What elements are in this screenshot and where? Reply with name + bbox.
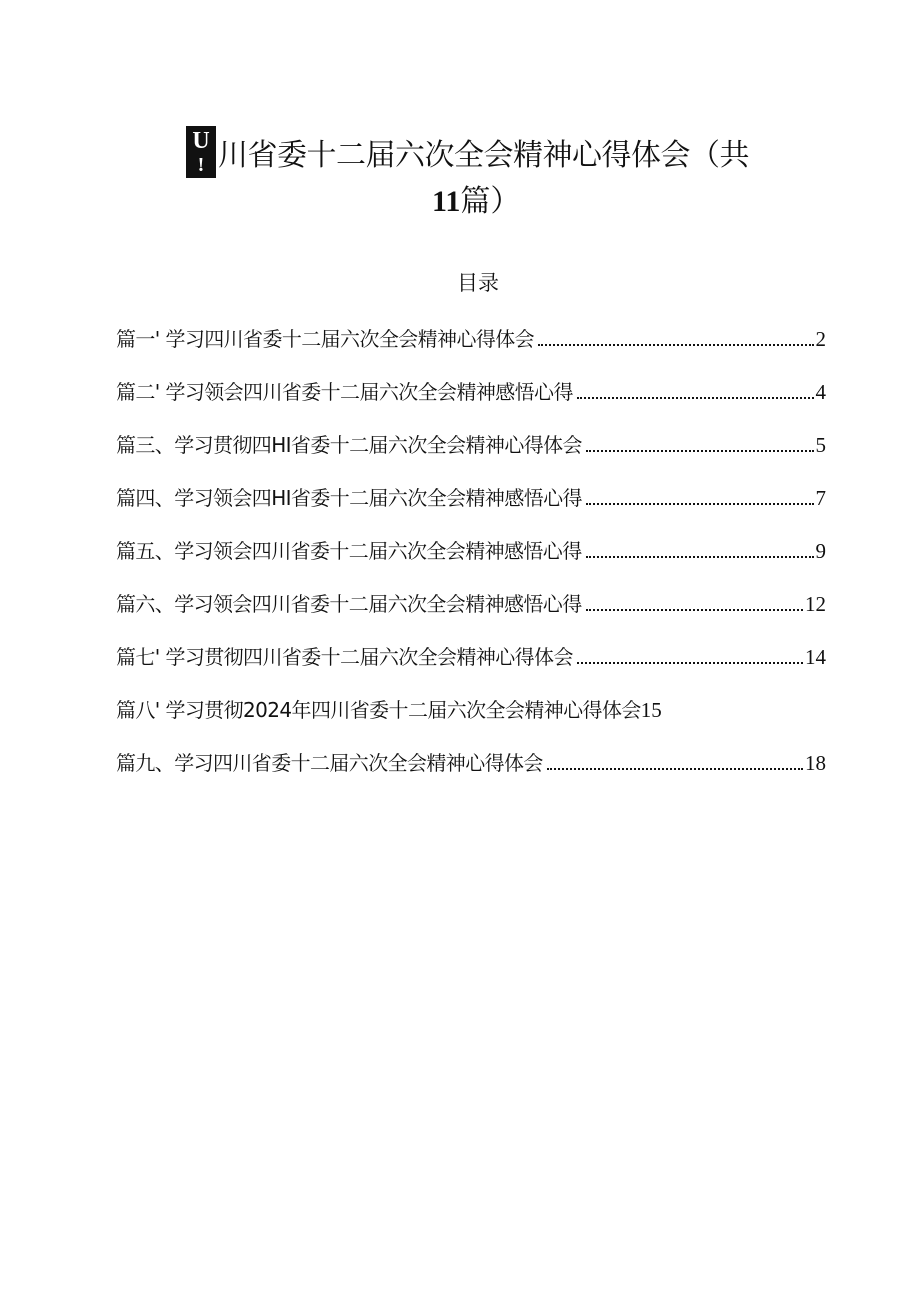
toc-page-number: 4 (815, 380, 826, 404)
title-line-2 (432, 182, 520, 222)
toc-entry[interactable] (116, 377, 826, 430)
toc-page-number: 2 (815, 327, 826, 351)
toc-entry-title: 篇四、学习领会四HI省委十二届六次全会精神感悟心得 (116, 486, 582, 510)
toc-entry-title: 篇二' 学习领会四川省委十二届六次全会精神感悟心得 (116, 380, 573, 404)
toc-leader-dots (547, 768, 803, 770)
toc-entry-title: 篇九、学习四川省委十二届六次全会精神心得体会 (116, 751, 543, 775)
title-count-suffix: 篇） (460, 184, 521, 219)
toc-page-number: 15 (640, 698, 662, 722)
toc-entry-title: 篇八' 学习贯彻2024年四川省委十二届六次全会精神心得体会 (116, 698, 641, 722)
toc-page-number: 9 (815, 539, 826, 563)
toc-leader-dots (586, 450, 814, 452)
toc-entry[interactable] (116, 748, 826, 801)
toc-leader-dots (577, 397, 814, 399)
toc-leader-dots (577, 662, 803, 664)
toc-page-number: 7 (815, 486, 826, 510)
toc-entry[interactable] (116, 695, 826, 748)
toc-entry[interactable] (116, 483, 826, 536)
toc-heading: 目录 (457, 271, 499, 295)
toc-entry-title: 篇六、学习领会四川省委十二届六次全会精神感悟心得 (116, 592, 582, 616)
toc-page-number: 5 (815, 433, 826, 457)
document-title (186, 126, 786, 226)
toc-leader-dots (538, 344, 813, 346)
toc-entry[interactable] (116, 324, 826, 377)
toc-entry[interactable] (116, 536, 826, 589)
toc-entry-title: 篇三、学习贯彻四HI省委十二届六次全会精神心得体会 (116, 433, 582, 457)
toc-entry-title: 篇一' 学习四川省委十二届六次全会精神心得体会 (116, 327, 535, 351)
title-count-number: 11 (432, 185, 461, 218)
title-black-block (186, 126, 216, 178)
toc-entry-title: 篇五、学习领会四川省委十二届六次全会精神感悟心得 (116, 539, 582, 563)
title-block-top-char: U (192, 128, 210, 154)
toc-entry-title: 篇七' 学习贯彻四川省委十二届六次全会精神心得体会 (116, 645, 573, 669)
toc-entry[interactable] (116, 589, 826, 642)
toc-entry[interactable] (116, 642, 826, 695)
title-line-1: 川省委十二届六次全会精神心得体会（共 (218, 138, 749, 173)
toc-page-number: 14 (805, 645, 826, 669)
toc-page-number: 12 (805, 592, 826, 616)
toc-leader-dots (586, 556, 814, 558)
toc-page-number: 18 (805, 751, 826, 775)
table-of-contents (116, 324, 826, 801)
toc-leader-dots (586, 609, 803, 611)
toc-leader-dots (586, 503, 814, 505)
title-block-bottom-char: ! (197, 154, 205, 176)
toc-entry[interactable] (116, 430, 826, 483)
